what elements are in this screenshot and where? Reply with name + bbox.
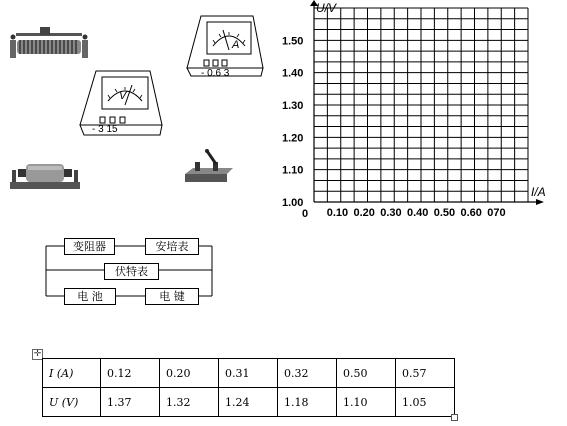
voltmeter-box xyxy=(104,263,159,280)
ammeter-terminal-labels: - 0.6 3 xyxy=(201,68,230,79)
battery-label: 电 池 xyxy=(77,290,103,303)
ammeter-box xyxy=(145,238,199,255)
table-cell: 1.10 xyxy=(337,388,396,417)
voltmeter-symbol: V xyxy=(119,90,127,102)
table-cell: 1.24 xyxy=(219,388,278,417)
measurement-table xyxy=(42,358,455,417)
y-tick-label: 1.40 xyxy=(282,67,304,80)
x-tick-label: 0.40 xyxy=(407,207,429,219)
table-move-handle[interactable]: ✛ xyxy=(33,349,42,359)
x-tick-label: 0.50 xyxy=(433,207,456,219)
x-axis-arrow xyxy=(536,199,544,205)
voltmeter-terminal-labels: - 3 15 xyxy=(92,124,118,135)
origin-label: 0 xyxy=(302,208,309,220)
table-cell: 1.18 xyxy=(278,388,337,417)
x-axis-label: I/A xyxy=(531,185,546,199)
table-row-current xyxy=(43,359,455,388)
table-cell: 1.37 xyxy=(101,388,160,417)
switch-illustration xyxy=(183,148,235,186)
voltmeter-label: 伏特表 xyxy=(115,265,148,278)
switch-label: 电 键 xyxy=(159,290,185,303)
table-cell: 0.20 xyxy=(160,359,219,388)
voltmeter-illustration xyxy=(76,67,166,143)
x-tick-label: 0.30 xyxy=(380,207,402,219)
table-row-voltage xyxy=(43,388,455,417)
x-tick-label: 0.10 xyxy=(326,207,349,219)
table-cell: 0.31 xyxy=(219,359,278,388)
y-tick-label: 1.30 xyxy=(282,100,304,112)
x-tick-label: 070 xyxy=(487,207,506,219)
ammeter-label: 安培表 xyxy=(155,240,189,253)
table-cell: 0.32 xyxy=(278,359,337,388)
battery-box xyxy=(64,288,116,305)
switch-box xyxy=(145,288,199,305)
voltage-header: U (V) xyxy=(43,388,101,417)
battery-illustration xyxy=(8,160,82,192)
table-cell: 0.50 xyxy=(337,359,396,388)
ammeter-illustration xyxy=(183,12,267,84)
y-axis-label: U/V xyxy=(316,1,337,15)
rheostat-label: 变阻器 xyxy=(73,240,106,253)
table-cell: 0.57 xyxy=(396,359,455,388)
ammeter-symbol: A xyxy=(232,39,240,51)
u-i-graph xyxy=(278,0,567,222)
rheostat-illustration xyxy=(6,24,92,60)
table-resize-handle[interactable] xyxy=(451,414,458,421)
x-tick-label: 0.60 xyxy=(460,207,482,219)
y-tick-label: 1.10 xyxy=(282,164,304,177)
y-tick-label: 1.50 xyxy=(282,35,304,48)
current-header: I (A) xyxy=(43,359,101,388)
table-cell: 1.32 xyxy=(160,388,219,417)
y-tick-label: 1.20 xyxy=(282,132,304,145)
x-tick-label: 0.20 xyxy=(353,207,375,219)
table-cell: 1.05 xyxy=(396,388,455,417)
rheostat-box xyxy=(64,238,115,255)
table-cell: 0.12 xyxy=(101,359,160,388)
y-tick-label: 1.00 xyxy=(282,197,304,209)
